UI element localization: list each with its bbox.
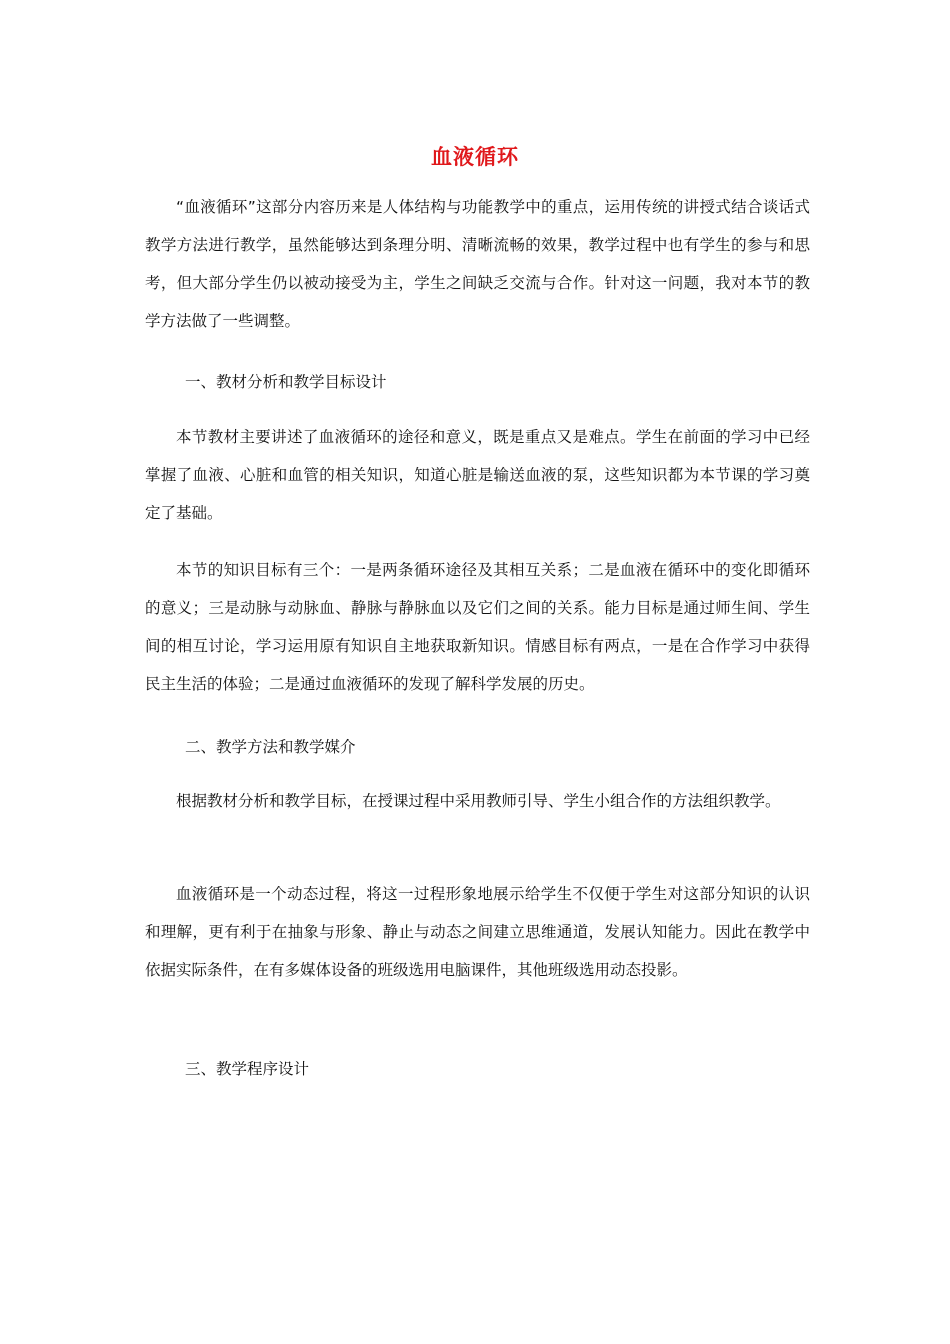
method-block (145, 782, 810, 820)
media-block (145, 875, 810, 989)
document-title: 血液循环 (431, 145, 519, 169)
intro-paragraph: “血液循环”这部分内容历来是人体结构与功能教学中的重点，运用传统的讲授式结合谈话式教学方法进行教学，虽然能够达到条理分明、清晰流畅的效果，教学过程中也有学生的参与和思考，但大部分学生仍以被动接受为主，学生之间缺乏交流与合作。针对这一问题，我对本节的教学方法做了一些调整。 (145, 198, 810, 330)
section-heading-1: 一、教材分析和教学目标设计 (185, 373, 387, 391)
section-heading-2: 二、教学方法和教学媒介 (185, 738, 356, 756)
textbook-analysis-block (145, 418, 810, 532)
method-paragraph: 根据教材分析和教学目标，在授课过程中采用教师引导、学生小组合作的方法组织教学。 (176, 792, 781, 810)
objectives-paragraph: 本节的知识目标有三个：一是两条循环途径及其相互关系；二是血液在循环中的变化即循环的意义；三是动脉与动脉血、静脉与静脉血以及它们之间的关系。能力目标是通过师生间、学生间的相互讨论，学习运用原有知识自主地获取新知识。情感目标有两点，一是在合作学习中获得民主生活的体验；二是通过血液循环的发现了解科学发展的历史。 (145, 561, 810, 693)
objectives-block (145, 551, 810, 703)
textbook-analysis-paragraph: 本节教材主要讲述了血液循环的途径和意义，既是重点又是难点。学生在前面的学习中已经掌握了血液、心脏和血管的相关知识，知道心脏是输送血液的泵，这些知识都为本节课的学习奠定了基础。 (145, 428, 810, 522)
media-paragraph: 血液循环是一个动态过程，将这一过程形象地展示给学生不仅便于学生对这部分知识的认识和理解，更有利于在抽象与形象、静止与动态之间建立思维通道，发展认知能力。因此在教学中依据实际条件，在有多媒体设备的班级选用电脑课件，其他班级选用动态投影。 (145, 885, 810, 979)
section-heading-3: 三、教学程序设计 (185, 1060, 310, 1078)
intro-paragraph-block (145, 188, 810, 340)
